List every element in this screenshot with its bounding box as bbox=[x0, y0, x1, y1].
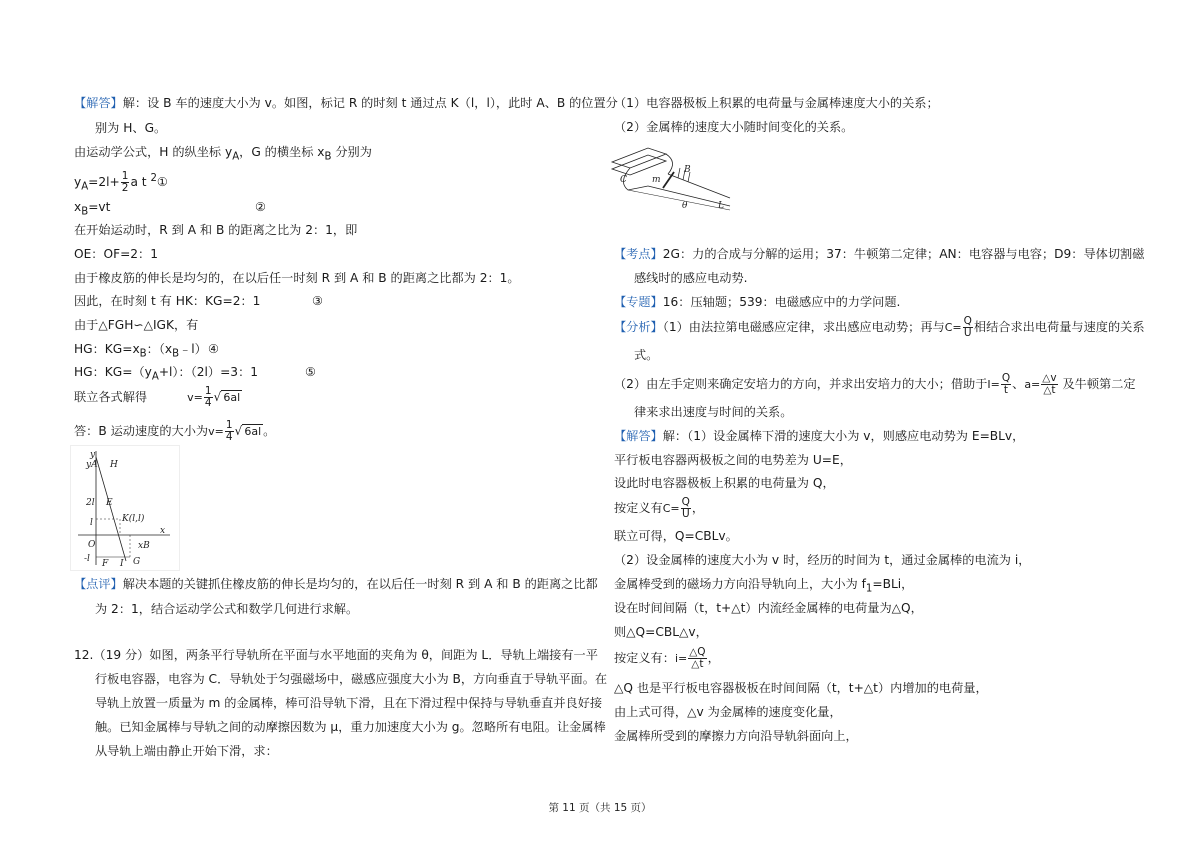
s6-b: =BLi， bbox=[872, 577, 914, 591]
l14-v: v= bbox=[208, 425, 224, 438]
fig-label-yA: yA bbox=[86, 460, 98, 470]
s3-c: C= bbox=[662, 502, 680, 515]
l11-c: ﹣l） bbox=[179, 342, 207, 356]
solution-line-3 bbox=[614, 495, 704, 522]
fenxi-q: Q bbox=[963, 315, 972, 327]
analysis-t: t bbox=[1003, 384, 1009, 396]
kaodian-line-1 bbox=[614, 246, 1144, 262]
answer-line-3 bbox=[74, 144, 372, 165]
fenxi-fraction bbox=[963, 316, 973, 339]
fig-label-y: y bbox=[90, 450, 96, 460]
page-footer: 第 11 页（共 15 页） bbox=[548, 802, 652, 814]
fig-label-m: m bbox=[652, 175, 661, 185]
solution-line-10: △Q 也是平行板电容器极板在时间间隔（t，t+△t）内增加的电荷量， bbox=[614, 681, 988, 695]
q12-line-2: 行板电容器，电容为 C．导轨处于匀强磁场中，磁感应强度大小为 B，方向垂直于导轨平面。在 bbox=[95, 672, 608, 686]
jieda-text: 解：（1）设金属棒下滑的速度大小为 v，则感应电动势为 E=BLv， bbox=[662, 429, 1025, 443]
eq2-sub: B bbox=[81, 206, 89, 218]
eq1-num: 1 bbox=[121, 170, 129, 183]
answer-line-12 bbox=[74, 364, 258, 385]
l9-mark: ③ bbox=[312, 294, 323, 308]
l11-a: HG：KG=x bbox=[74, 342, 140, 356]
l3-text: 由运动学公式，H 的纵坐标 y bbox=[74, 145, 233, 159]
l13-den: 4 bbox=[204, 397, 212, 409]
eq1-post: a t bbox=[130, 175, 151, 190]
fig-label-K: K(l,l) bbox=[122, 514, 145, 524]
fig-label-O: O bbox=[88, 540, 96, 550]
rail-top bbox=[668, 174, 730, 198]
fig-label-negl: -l bbox=[84, 554, 90, 564]
s9-fraction bbox=[688, 647, 706, 670]
eq1-sup: 2 bbox=[150, 173, 157, 184]
fig-label-C: C bbox=[620, 175, 627, 185]
answer-line-10: 由于△FGH∽△IGK，有 bbox=[74, 318, 199, 332]
fig-label-F: F bbox=[102, 559, 109, 569]
l14-end: 。 bbox=[263, 424, 276, 438]
fenxi-text: （1）由法拉第电磁感应定律，求出感应电动势；再与 bbox=[662, 320, 945, 334]
l11-b: ：（x bbox=[146, 342, 173, 356]
question-part-2: （2）金属棒的速度大小随时间变化的关系。 bbox=[614, 120, 854, 134]
l12-b: +l）：（2l）=3：1 bbox=[158, 365, 259, 379]
q12-line-3: 导轨上放置一质量为 m 的金属棒，棒可沿导轨下滑，且在下滑过程中保持与导轨垂直并良好接 bbox=[95, 696, 603, 710]
analysis-dv: △v bbox=[1042, 372, 1057, 384]
s6-sub: 1 bbox=[865, 583, 873, 595]
analysis-i-fraction bbox=[1001, 373, 1011, 396]
kaodian-text: 2G：力的合成与分解的运用；37：牛顿第二定律；AN：电容器与电容；D9：导体切割磁 bbox=[662, 247, 1145, 261]
coordinate-figure bbox=[70, 445, 180, 571]
zhuanti-line bbox=[614, 294, 900, 310]
eq1-mid: =2l+ bbox=[88, 175, 120, 190]
solution-line-2: 设此时电容器极板上积累的电荷量为 Q， bbox=[614, 476, 835, 490]
l3-sub-b: B bbox=[324, 151, 332, 163]
analysis-q: Q bbox=[1001, 372, 1011, 384]
answer-line-9: 因此，在时刻 t 有 HK：KG=2：1 bbox=[74, 294, 261, 308]
fig-label-B: B bbox=[684, 165, 691, 175]
l3-text-c: 分别为 bbox=[331, 145, 372, 159]
answer-line-11 bbox=[74, 341, 207, 362]
s3-u: U bbox=[681, 508, 690, 520]
l14-fraction bbox=[225, 420, 234, 443]
answer-line-13: 联立各式解得 v= $\frac{1}{4}$ √ 6al bbox=[74, 385, 241, 409]
s3-end: ， bbox=[691, 501, 705, 515]
analysis-end: 及牛顿第二定 bbox=[1058, 377, 1136, 391]
analysis-i: I= bbox=[987, 378, 1000, 391]
answer-line-6: 在开始运动时，R 到 A 和 B 的距离之比为 2：1，即 bbox=[74, 223, 358, 237]
l11-sub: B bbox=[139, 348, 147, 360]
eq2-mark: ② bbox=[255, 200, 266, 214]
l11-sub2: B bbox=[172, 348, 180, 360]
l3-sub-a: A bbox=[232, 151, 240, 163]
eq1-mark: ① bbox=[156, 175, 168, 190]
q12-line-5: 从导轨上端由静止开始下滑，求： bbox=[95, 744, 278, 758]
analysis-a: a= bbox=[1024, 378, 1041, 391]
equation-2 bbox=[74, 199, 110, 220]
wire-right bbox=[666, 154, 673, 174]
solution-line-8: 则△Q=CBL△v， bbox=[614, 625, 708, 639]
fig-label-2l: 2l bbox=[86, 498, 95, 508]
q12-line-4: 触。已知金属棒与导轨之间的动摩擦因数为 μ，重力加速度大小为 g。忽略所有电阻。让金属棒 bbox=[95, 720, 606, 734]
s9-text: 按定义有： bbox=[614, 651, 675, 665]
answer-line-7: OE：OF=2：1 bbox=[74, 247, 158, 261]
answer-line-8: 由于橡皮筋的伸长是均匀的，在以后任一时刻 R 到 A 和 B 的距离之比都为 2：1。 bbox=[74, 271, 520, 285]
analysis-text: （2）由左手定则来确定安培力的方向，并求出安培力的大小；借助于 bbox=[614, 377, 988, 391]
kaodian-line-2: 感线时的感应电动势. bbox=[634, 271, 748, 285]
comment-tag: 【点评】 bbox=[74, 577, 123, 591]
analysis-a-fraction bbox=[1041, 373, 1057, 396]
analysis-dt: △t bbox=[1043, 384, 1056, 396]
rubber-band-line bbox=[96, 457, 126, 561]
s9-i: i= bbox=[674, 652, 688, 665]
fig-label-L: L bbox=[718, 201, 724, 211]
fig-label-G: G bbox=[133, 557, 141, 567]
l11-mark: ④ bbox=[208, 342, 219, 356]
answer-tag: 【解答】 bbox=[74, 96, 123, 110]
question-part-1: （1）电容器极板上积累的电荷量与金属棒速度大小的关系； bbox=[614, 96, 939, 110]
zhuanti-text: 16：压轴题；539：电磁感应中的力学问题. bbox=[662, 295, 901, 309]
fenxi-line-2: 式。 bbox=[634, 348, 659, 362]
s9-end: ， bbox=[707, 651, 720, 665]
ground-line bbox=[628, 190, 730, 210]
solution-line-12: 金属棒所受到的摩擦力方向沿导轨斜面向上， bbox=[614, 729, 858, 743]
eq1-sub: A bbox=[81, 181, 89, 193]
answer-line-14: 答：B 运动速度的大小为v= $\frac{1}{4}$ √ 6al 。 bbox=[74, 419, 276, 443]
eq2-b: =vt bbox=[88, 200, 111, 214]
fig-label-I: I bbox=[120, 559, 124, 569]
eq1-den: 2 bbox=[121, 182, 129, 195]
fenxi-u: U bbox=[963, 327, 972, 339]
analysis-line-2 bbox=[614, 371, 1136, 398]
l12-a: HG：KG=（y bbox=[74, 365, 152, 379]
s3-q: Q bbox=[681, 496, 690, 508]
equation-1 bbox=[74, 168, 168, 199]
zhuanti-tag: 【专题】 bbox=[614, 295, 663, 309]
l3-text-b: ，G 的横坐标 x bbox=[239, 145, 325, 159]
q12-line-1: 12.（19 分）如图，两条平行导轨所在平面与水平地面的夹角为 θ，间距为 L．导轨上端接有一平 bbox=[74, 648, 598, 662]
eq1-fraction bbox=[121, 171, 130, 194]
l12-sub: A bbox=[151, 371, 159, 383]
s3-text: 按定义有 bbox=[614, 501, 663, 515]
b-arrow-1 bbox=[678, 168, 680, 178]
l13-text: 联立各式解得 bbox=[74, 390, 148, 404]
fig-label-xB: xB bbox=[138, 541, 150, 551]
solution-line-6 bbox=[614, 576, 913, 597]
analysis-sep: 、 bbox=[1012, 377, 1025, 391]
l14-num: 1 bbox=[225, 419, 233, 431]
solution-line-9 bbox=[614, 645, 720, 672]
kaodian-tag: 【考点】 bbox=[614, 247, 663, 261]
l13-num: 1 bbox=[204, 385, 212, 397]
fig-label-x: x bbox=[160, 526, 166, 536]
comment-line-1 bbox=[74, 576, 598, 592]
rails-figure bbox=[608, 142, 738, 214]
l13-fraction bbox=[204, 386, 213, 409]
fig-label-l: l bbox=[90, 518, 93, 528]
fig-label-H: H bbox=[110, 460, 118, 470]
l13-sqrt: 6al bbox=[223, 391, 241, 404]
l12-mark: ⑤ bbox=[305, 365, 316, 379]
s9-dq: △Q bbox=[689, 646, 706, 658]
comment-line-2: 为 2：1，结合运动学公式和数学几何进行求解。 bbox=[95, 602, 359, 616]
l14-text: 答：B 运动速度的大小为 bbox=[74, 424, 209, 438]
solution-line-4: 联立可得，Q=CBLv。 bbox=[614, 529, 738, 543]
fenxi-line-1 bbox=[614, 314, 1145, 341]
s6-text: 金属棒受到的磁场力方向沿导轨向上，大小为 f bbox=[614, 577, 866, 591]
wire-left bbox=[623, 168, 648, 190]
comment-text: 解决本题的关键抓住橡皮筋的伸长是均匀的，在以后任一时刻 R 到 A 和 B 的距离之比都 bbox=[122, 577, 598, 591]
jieda-tag: 【解答】 bbox=[614, 429, 663, 443]
fenxi-tag: 【分析】 bbox=[614, 320, 663, 334]
solution-line-1: 平行板电容器两极板之间的电势差为 U=E， bbox=[614, 453, 852, 467]
eq1-y: y bbox=[74, 175, 82, 190]
fenxi-c-eq: C= bbox=[944, 321, 962, 334]
l14-sqrt: 6al bbox=[244, 425, 262, 438]
fenxi-text-b: 相结合求出电荷量与速度的关系 bbox=[973, 320, 1145, 334]
eq2-x: x bbox=[74, 200, 82, 214]
l14-den: 4 bbox=[225, 431, 233, 443]
s3-fraction bbox=[681, 497, 691, 520]
answer-line-2: 别为 H、G。 bbox=[95, 121, 167, 135]
analysis-line-3: 律来求出速度与时间的关系。 bbox=[634, 405, 793, 419]
s9-dt: △t bbox=[691, 658, 704, 670]
answer-text: 解：设 B 车的速度大小为 v。如图，标记 R 的时刻 t 通过点 K（l，l），此时 A、B 的位置分 bbox=[122, 96, 618, 110]
solution-line-7: 设在时间间隔（t，t+△t）内流经金属棒的电荷量为△Q， bbox=[614, 601, 923, 615]
l13-v: v= bbox=[187, 391, 203, 404]
answer-line-1 bbox=[74, 95, 618, 111]
fig-label-theta: θ bbox=[682, 201, 688, 211]
solution-line-11: 由上式可得，△v 为金属棒的速度变化量， bbox=[614, 705, 842, 719]
jieda-line bbox=[614, 428, 1024, 444]
fig-label-E: E bbox=[106, 498, 113, 508]
solution-line-5: （2）设金属棒的速度大小为 v 时，经历的时间为 t，通过金属棒的电流为 i， bbox=[614, 553, 1031, 567]
